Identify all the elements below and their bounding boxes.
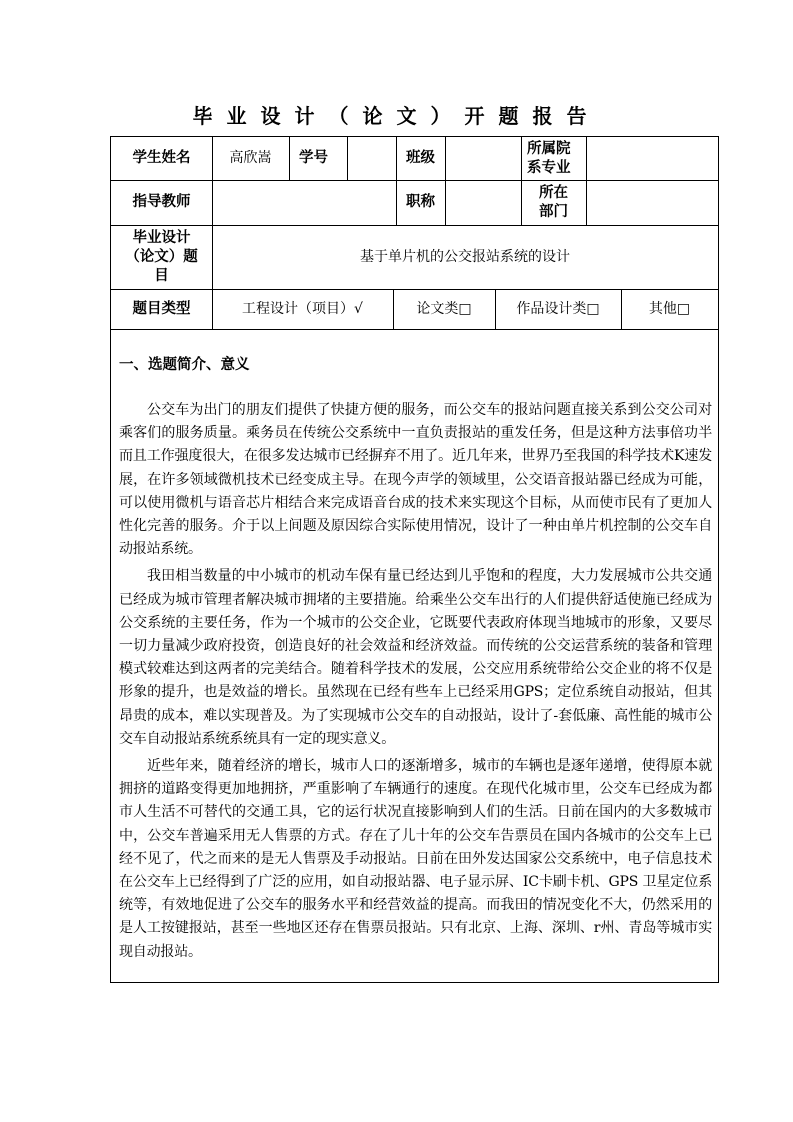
student-name-label: 学生姓名 [132, 150, 191, 166]
document-title: 毕业设计（论文）开题报告 [192, 104, 601, 128]
student-id-value[interactable] [347, 137, 396, 180]
location-value[interactable] [586, 180, 718, 225]
paragraph: 公交车为出门的朋友们提供了快捷方便的服务，而公交车的报站问题直接关系到公交公司对乘客们的服务质量。乘务员在传统公交系统中一直负责报站的重发任务，但是这种方法事倍功半而且工作强度很大，在很多发达城市已经摒弃不用了。近几年来，世界乃至我国的科学技术K速发展，在许多领域微机技术已经变成主导。在现今声学的领域里，公交语音报站器已经成为可能，可以使用微机与语音芯片相结合来完成语音台成的技术来实现这个目标，从而使市民有了更加人性化完善的服务。介于以上间题及原因综合实际使用情况，设计了一种由单片机控制的公交车自动报站系统。 [119, 402, 712, 558]
rank-value[interactable] [445, 180, 521, 225]
rank-label: 职称 [406, 194, 435, 210]
department-label: 所属院系专业 [527, 140, 571, 176]
class-value[interactable] [445, 137, 521, 180]
type-option-other[interactable]: 其他□ [648, 300, 691, 317]
row-divider [111, 329, 718, 330]
type-option-engineering[interactable]: 工程设计（项目）√ [242, 300, 363, 317]
proposal-form [110, 136, 719, 983]
section-heading: 一、选题简介、意义 [119, 357, 250, 373]
student-name-value[interactable]: 高欣嵩 [229, 150, 272, 166]
advisor-label: 指导教师 [132, 194, 191, 210]
topic-label: 毕业设计（论文）题目 [125, 229, 198, 284]
type-label: 题目类型 [132, 300, 191, 317]
class-label: 班级 [406, 150, 435, 166]
department-value[interactable] [586, 137, 718, 180]
paragraph: 我田相当数量的中小城市的机动车保有量已经达到儿乎饱和的程度，大力发展城市公共交通已经成为城市管理者解决城市拥堵的主要措施。给乘坐公交车出行的人们提供舒适使施已经成为公交系统的主要任务，作为一个城市的公交企业，它既要代表政府体现当地城市的形象，又要尽一切力量减少政府投资，创造良好的社会效益和经济效益。而传统的公交运营系统的装备和管理模式较难达到这两者的完美结合。随着科学技术的发展，公交应用系统带给公交企业的将不仅是形象的提升，也是效益的增长。虽然现在已经有些车上已经采用GPS；定位系统自动报站，但其昂贵的成本，难以实现普及。为了实现城市公交车的自动报站，设计了-套低廉、高性能的城市公交车自动报站系统系统具有一定的现实意义。 [119, 568, 712, 747]
location-label: 所在部门 [539, 184, 568, 220]
student-id-label: 学号 [299, 150, 328, 166]
advisor-value[interactable] [212, 180, 396, 225]
type-option-thesis[interactable]: 论文类□ [416, 300, 472, 317]
type-option-design-work[interactable]: 作品设计类□ [516, 300, 600, 317]
topic-value[interactable]: 基于单片机的公交报站系统的设计 [360, 248, 570, 265]
paragraph: 近些年来，随着经济的增长，城市人口的逐渐增多，城市的车辆也是逐年递增，使得原本就拥挤的道路变得更加地拥挤，严重影响了车辆通行的速度。在现代化城市里，公交车已经成为都市人生活不可替代的交通工具，它的运行状况直接影响到人们的生活。日前在国内的大多数城市中，公交车普遍采用无人售票的方式。存在了儿十年的公交车告票员在国内各城市的公交车上已经不见了，代之而来的是无人售票及手动报站。日前在田外发达国家公交系统中，电子信息技术在公交车上已经得到了广泛的应用，如自动报站器、电子显示屏、IC卡刷卡机、GPS 卫星定位系统等，有效地促进了公交车的服务水平和经营效益的提高。而我田的情况变化不大，仍然采用的是人工按键报站，甚至一些地区还存在售票员报站。只有北京、上海、深圳、r州、青岛等城市实现自动报站。 [119, 758, 712, 960]
section-body [119, 399, 712, 968]
